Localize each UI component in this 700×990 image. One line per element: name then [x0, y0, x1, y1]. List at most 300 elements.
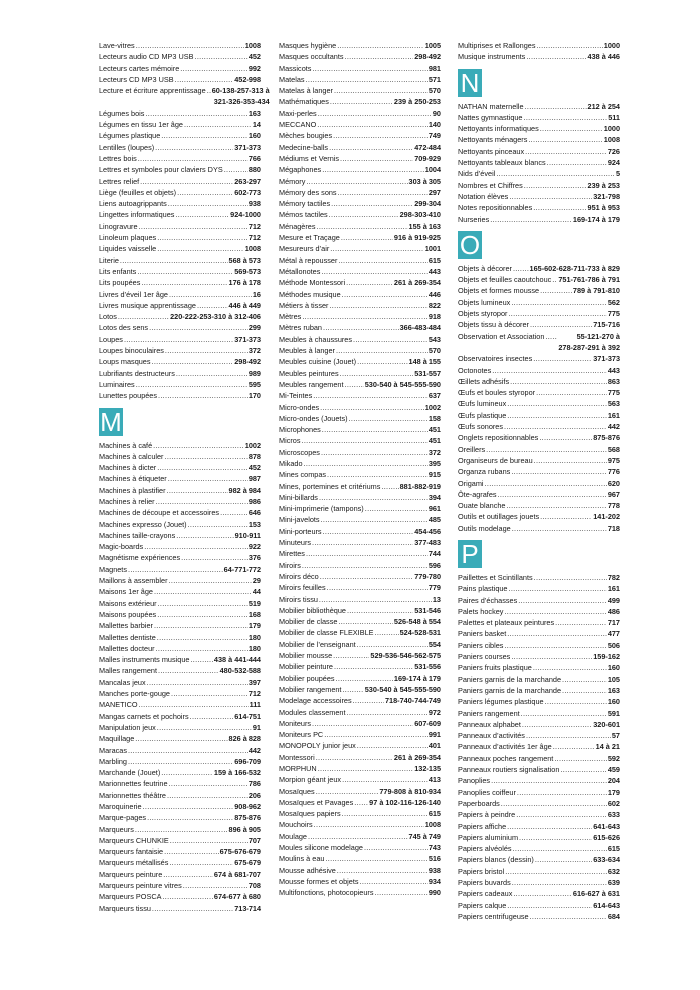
index-entry — [99, 198, 261, 209]
leader-dots — [533, 202, 586, 213]
entry-label: Microphones — [279, 425, 321, 435]
entry-label: Outils modelage — [458, 523, 511, 533]
index-entry — [99, 507, 261, 518]
index-entry — [99, 311, 261, 322]
index-entry — [458, 640, 620, 651]
index-entry — [279, 831, 441, 842]
entry-label: Ménagères — [279, 221, 316, 231]
entry-pages: 708 — [248, 881, 261, 891]
index-entry — [458, 866, 620, 877]
entry-label: Mobilier rangement — [279, 684, 342, 694]
leader-dots — [517, 787, 607, 798]
entry-label: Paniers fruits plastique — [458, 663, 532, 673]
index-entry — [99, 530, 261, 541]
leader-dots — [321, 447, 428, 458]
leader-dots — [128, 756, 233, 767]
entry-label: Marqueurs CHUNKIE — [99, 835, 169, 845]
entry-label: Manches porte-gouge — [99, 689, 170, 699]
index-entry — [458, 146, 620, 157]
entry-label: Marqueurs peinture vitres — [99, 881, 182, 891]
entry-pages: 776 — [607, 467, 620, 477]
entry-pages: 148 à 155 — [408, 357, 441, 367]
index-entry — [99, 519, 261, 530]
leader-dots — [321, 266, 427, 277]
entry-pages: 987 — [248, 474, 261, 484]
leader-dots — [169, 575, 252, 586]
entry-label: Maillons à assembler — [99, 576, 168, 586]
leader-dots — [128, 745, 248, 756]
entry-label: Meubles cuisine (Jouet) — [279, 357, 357, 367]
entry-label: Paniers courses — [458, 652, 511, 662]
index-entry — [279, 526, 441, 537]
entry-label: Lits enfants — [99, 266, 137, 276]
entry-label: Maroquinerie — [99, 802, 142, 811]
leader-dots — [560, 764, 606, 775]
entry-label: Paperboards — [458, 798, 500, 808]
entry-pages: 519 — [248, 598, 261, 608]
entry-pages: 397 — [248, 677, 261, 687]
leader-dots — [152, 356, 234, 367]
index-entry — [279, 842, 441, 853]
entry-label: Modelage accessoires — [279, 696, 352, 706]
leader-dots — [317, 221, 408, 232]
index-entry — [99, 722, 261, 733]
leader-dots — [507, 821, 592, 832]
index-entry — [458, 764, 620, 775]
entry-pages: 212 à 254 — [587, 101, 620, 111]
leader-dots — [167, 485, 228, 496]
entry-label: Meubles à langer — [279, 346, 335, 356]
entry-label: Lecteurs CD MP3 USB — [99, 74, 174, 84]
leader-dots — [157, 243, 244, 254]
entry-pages: 1004 — [424, 165, 441, 175]
index-entry — [279, 548, 441, 559]
leader-dots — [342, 808, 428, 819]
entry-pages: 918 — [428, 312, 441, 322]
index-entry — [458, 900, 620, 911]
entry-pages: 451 — [428, 436, 441, 446]
entry-pages: 111 — [249, 700, 261, 710]
entry-pages: 179 — [248, 621, 261, 631]
entry-pages: 206 — [248, 790, 261, 800]
index-entry — [279, 786, 441, 797]
leader-dots — [555, 617, 607, 628]
entry-pages: 981 — [428, 63, 441, 73]
leader-dots — [329, 209, 399, 220]
entry-label: Mousse formes et objets — [279, 876, 359, 886]
entry-pages: 140 — [428, 120, 441, 130]
index-entry — [279, 876, 441, 887]
entry-label: Nettoyants informatiques — [458, 124, 539, 134]
leader-dots — [177, 187, 233, 198]
entry-label: Objets tissu à décorer — [458, 320, 529, 330]
index-entry — [458, 274, 620, 285]
index-entry — [99, 130, 261, 141]
leader-dots — [180, 63, 248, 74]
index-entry — [99, 322, 261, 333]
leader-dots — [128, 564, 223, 575]
entry-pages: 220-222-253-310 à 312-406 — [170, 312, 261, 322]
entry-label: MONOPOLY junior jeux — [279, 741, 356, 751]
leader-dots — [539, 432, 592, 443]
index-entry — [458, 134, 620, 145]
entry-pages: 530-540 à 545-555-590 — [364, 379, 441, 389]
entry-label: Métiers à tisser — [279, 300, 329, 310]
entry-label: Mobilier peinture — [279, 662, 333, 672]
leader-dots — [329, 300, 427, 311]
index-entry — [279, 85, 441, 96]
leader-dots — [345, 379, 364, 390]
leader-dots — [518, 595, 607, 606]
index-entry — [99, 153, 261, 164]
leader-dots — [176, 530, 233, 541]
index-entry — [279, 322, 441, 333]
entry-pages: 743 — [428, 843, 441, 853]
index-entry — [279, 447, 441, 458]
leader-dots — [525, 146, 607, 157]
entry-label: MECCANO — [279, 120, 317, 130]
leader-dots — [316, 786, 379, 797]
entry-label: Medecine-balls — [279, 142, 329, 152]
index-entry — [279, 255, 441, 266]
leader-dots — [342, 774, 428, 785]
entry-pages: 975 — [607, 455, 620, 465]
entry-label: Maquillage — [99, 734, 135, 744]
leader-dots — [526, 51, 586, 62]
entry-pages: 880 — [248, 165, 261, 175]
entry-pages: 160 — [607, 697, 620, 707]
entry-pages: 990 — [428, 888, 441, 898]
entry-pages: 263-297 — [234, 176, 261, 186]
leader-dots — [324, 729, 428, 740]
index-entry — [458, 180, 620, 191]
index-entry — [99, 266, 261, 277]
entry-label: Observatoires insectes — [458, 354, 533, 364]
entry-pages: 161 — [607, 410, 620, 420]
index-entry — [99, 485, 261, 496]
leader-dots — [504, 606, 606, 617]
index-entry — [279, 356, 441, 367]
section-letter-m: M — [100, 406, 122, 437]
entry-label: Papiers à peindre — [458, 810, 516, 820]
entry-label: Maracas — [99, 745, 127, 755]
entry-label: Mi-Teintes — [279, 391, 313, 401]
entry-pages: 64-771-772 — [223, 564, 261, 574]
entry-pages: 712 — [248, 689, 261, 699]
entry-label: Médiums et Vernis — [279, 153, 340, 163]
leader-dots — [158, 598, 248, 609]
index-entry — [279, 266, 441, 277]
index-entry — [458, 444, 620, 455]
index-entry — [279, 458, 441, 469]
leader-dots — [306, 176, 407, 187]
entry-label: Luminaires — [99, 379, 135, 389]
index-entry — [279, 142, 441, 153]
entry-pages: 413 — [428, 775, 441, 785]
leader-dots — [318, 763, 414, 774]
index-entry — [279, 774, 441, 785]
entry-label: Lingettes informatiques — [99, 210, 175, 220]
entry-pages: 961 — [428, 504, 441, 514]
leader-dots — [330, 243, 423, 254]
entry-pages: 531-556 — [414, 662, 441, 672]
entry-pages: 438 à 441-444 — [213, 655, 261, 665]
leader-dots — [152, 903, 233, 914]
entry-label: Paires d’échasses — [458, 595, 518, 605]
leader-dots — [156, 643, 248, 654]
entry-label: Mobilier de classe — [279, 617, 338, 627]
entry-label: Métallonotes — [279, 266, 321, 276]
index-entry — [279, 345, 441, 356]
entry-pages: 646 — [248, 508, 261, 518]
leader-dots — [153, 440, 244, 451]
index-entry — [458, 157, 620, 168]
entry-label: Métal à repousser — [279, 255, 338, 265]
index-entry — [279, 887, 441, 898]
index-entry — [458, 696, 620, 707]
entry-label: Massicots — [279, 63, 312, 73]
entry-pages: 915 — [428, 470, 441, 480]
entry-pages: 160 — [607, 663, 620, 673]
entry-pages: 376 — [248, 553, 261, 563]
leader-dots — [139, 221, 248, 232]
index-entry — [99, 496, 261, 507]
entry-pages: 991 — [428, 730, 441, 740]
entry-label: Loups masques — [99, 357, 151, 367]
index-entry — [458, 832, 620, 843]
index-entry — [458, 617, 620, 628]
index-entry — [279, 402, 441, 413]
leader-dots — [553, 741, 595, 752]
entry-pages: 591 — [607, 708, 620, 718]
entry-pages: 377-483 — [414, 538, 441, 548]
entry-pages: 595 — [248, 379, 261, 389]
leader-dots — [501, 798, 607, 809]
index-entry — [99, 142, 261, 153]
entry-label: Marionnettes théâtre — [99, 790, 166, 800]
entry-pages: 779-808 à 810-934 — [379, 786, 441, 796]
entry-label: Machines à étiqueter — [99, 474, 167, 484]
index-entry — [279, 537, 441, 548]
leader-dots — [318, 108, 432, 119]
entry-label: Oreillers — [458, 444, 486, 454]
entry-label: Légumes bois — [99, 108, 145, 118]
index-entry — [458, 708, 620, 719]
entry-label: Lave-vitres — [99, 41, 135, 50]
leader-dots — [164, 846, 219, 857]
entry-label: Papiers calque — [458, 900, 507, 910]
index-entry — [458, 191, 620, 202]
index-entry — [458, 40, 620, 51]
leader-dots — [540, 511, 592, 522]
index-entry — [279, 763, 441, 774]
leader-dots — [170, 835, 248, 846]
leader-dots — [155, 142, 233, 153]
entry-pages: 159-162 — [593, 652, 620, 662]
entry-label: Objets et formes mousse — [458, 286, 540, 296]
entry-pages: 822 — [428, 300, 441, 310]
leader-dots — [124, 334, 233, 345]
index-entry — [99, 473, 261, 484]
leader-dots — [347, 605, 413, 616]
leader-dots — [327, 469, 428, 480]
leader-dots — [168, 473, 248, 484]
index-entry — [279, 514, 441, 525]
entry-pages: 5 — [615, 169, 620, 179]
index-entry — [279, 176, 441, 187]
entry-label: Nettoyants pinceaux — [458, 146, 525, 156]
index-entry — [279, 187, 441, 198]
entry-label: Objets styropor — [458, 309, 508, 319]
entry-label: Lits poupées — [99, 278, 141, 288]
entry-pages: 726 — [607, 146, 620, 156]
leader-dots — [338, 187, 428, 198]
entry-pages: 1008 — [244, 41, 261, 50]
index-entry — [279, 853, 441, 864]
entry-pages: 712 — [248, 233, 261, 243]
index-entry — [458, 353, 620, 364]
leader-dots — [364, 842, 428, 853]
leader-dots — [508, 308, 606, 319]
entry-label: Paniers cibles — [458, 640, 504, 650]
entry-pages: 554 — [428, 639, 441, 649]
index-entry — [458, 583, 620, 594]
entry-pages: 511 — [608, 112, 620, 122]
section-letter-n: N — [458, 69, 482, 97]
entry-label: Lunettes poupées — [99, 391, 158, 401]
entry-label: Papiers blancs (dessin) — [458, 855, 534, 865]
index-entry — [279, 300, 441, 311]
index-entry — [99, 733, 261, 744]
entry-label: Organza rubans — [458, 467, 511, 477]
index-entry — [279, 334, 441, 345]
index-entry — [458, 432, 620, 443]
entry-pages: 366-483-484 — [399, 323, 441, 333]
entry-label: Liens autoagrippants — [99, 199, 167, 209]
entry-label: Mobilier de l’enseignant — [279, 639, 356, 649]
entry-pages: 778 — [607, 501, 620, 511]
entry-label: Loupes binoculaires — [99, 346, 164, 356]
entry-pages: 675-679 — [234, 858, 261, 868]
index-entry — [279, 63, 441, 74]
entry-pages: 922 — [248, 542, 261, 552]
index-entry — [458, 651, 620, 662]
entry-label: Papiers buvards — [458, 878, 511, 887]
index-entry — [279, 616, 441, 627]
index-entry — [458, 741, 620, 752]
entry-pages: 938 — [428, 865, 441, 875]
index-entry — [458, 719, 620, 730]
index-entry — [458, 730, 620, 741]
entry-pages: 562 — [607, 297, 620, 307]
entry-pages: 615 — [428, 255, 441, 265]
entry-label: Mémory — [279, 176, 306, 186]
index-column-2 — [279, 40, 441, 899]
leader-dots — [528, 134, 602, 145]
leader-dots — [547, 157, 607, 168]
leader-dots — [507, 900, 592, 911]
index-entry — [99, 552, 261, 563]
leader-dots — [496, 168, 615, 179]
leader-dots — [513, 843, 607, 854]
leader-dots — [536, 40, 602, 51]
index-entry — [99, 575, 261, 586]
index-entry — [458, 263, 620, 274]
entry-label: Mégaphones — [279, 165, 322, 175]
leader-dots — [320, 571, 413, 582]
entry-label: Paniers garnis de la marchande — [458, 685, 562, 695]
entry-label: Masques occultants — [279, 52, 344, 62]
leader-dots — [509, 583, 607, 594]
leader-dots — [149, 322, 248, 333]
entry-pages: 707 — [248, 835, 261, 845]
leader-dots — [322, 164, 424, 175]
entry-label: Papiers centrifugeuse — [458, 911, 529, 921]
leader-dots — [156, 496, 248, 507]
entry-label: Mobilier mousse — [279, 651, 333, 661]
leader-dots — [506, 500, 606, 511]
entry-pages-line-1: 60-138-257-313 à — [211, 86, 270, 96]
entry-pages-line-2: 278-287-291 à 392 — [558, 342, 620, 352]
leader-dots — [161, 130, 248, 141]
entry-label: Liège (feuilles et objets) — [99, 187, 177, 197]
entry-label: Mini-billards — [279, 492, 318, 502]
entry-label: Œufs lumineux — [458, 399, 507, 409]
entry-pages: 896 à 905 — [228, 824, 261, 834]
leader-dots — [545, 696, 607, 707]
entry-pages: 105 — [607, 674, 620, 684]
index-column-3 — [458, 40, 620, 922]
index-entry — [279, 435, 441, 446]
entry-label: Mobilier bibliothèque — [279, 605, 346, 615]
entry-label: Multifonctions, photocopieurs — [279, 888, 374, 898]
leader-dots — [349, 413, 428, 424]
entry-label: Moniteurs PC — [279, 730, 324, 740]
index-entry — [279, 661, 441, 672]
leader-dots — [545, 331, 557, 342]
entry-pages: 632 — [607, 866, 620, 876]
entry-pages: 908-962 — [234, 802, 261, 811]
index-entry — [458, 478, 620, 489]
leader-dots — [354, 797, 368, 808]
entry-label: Panoplies coiffeur — [458, 787, 516, 797]
leader-dots — [347, 707, 428, 718]
entry-pages: 607-609 — [414, 718, 441, 728]
entry-pages: 775 — [607, 388, 620, 398]
entry-label: Maisons 1er âge — [99, 587, 153, 597]
index-entry — [279, 718, 441, 729]
index-entry — [458, 798, 620, 809]
leader-dots — [302, 560, 428, 571]
entry-label: Mosaïques papiers — [279, 809, 341, 819]
entry-label: Organiseurs de bureau — [458, 455, 533, 465]
entry-pages: 499 — [607, 595, 620, 605]
entry-label: Meubles à chaussures — [279, 334, 353, 344]
index-entry — [99, 677, 261, 688]
entry-label: Mirettes — [279, 549, 305, 559]
index-entry — [99, 665, 261, 676]
leader-dots — [190, 711, 234, 722]
entry-label: Lotos des sens — [99, 323, 149, 333]
leader-dots — [381, 481, 398, 492]
entry-label: Marqueurs fantaisie — [99, 847, 164, 857]
entry-label: Marqueurs métallisés — [99, 858, 169, 868]
entry-label: Lecture et écriture apprentissage — [99, 86, 206, 96]
index-entry — [99, 632, 261, 643]
index-entry — [458, 685, 620, 696]
entry-label: Magnétisme expériences — [99, 553, 181, 563]
entry-pages: 91 — [252, 722, 261, 732]
